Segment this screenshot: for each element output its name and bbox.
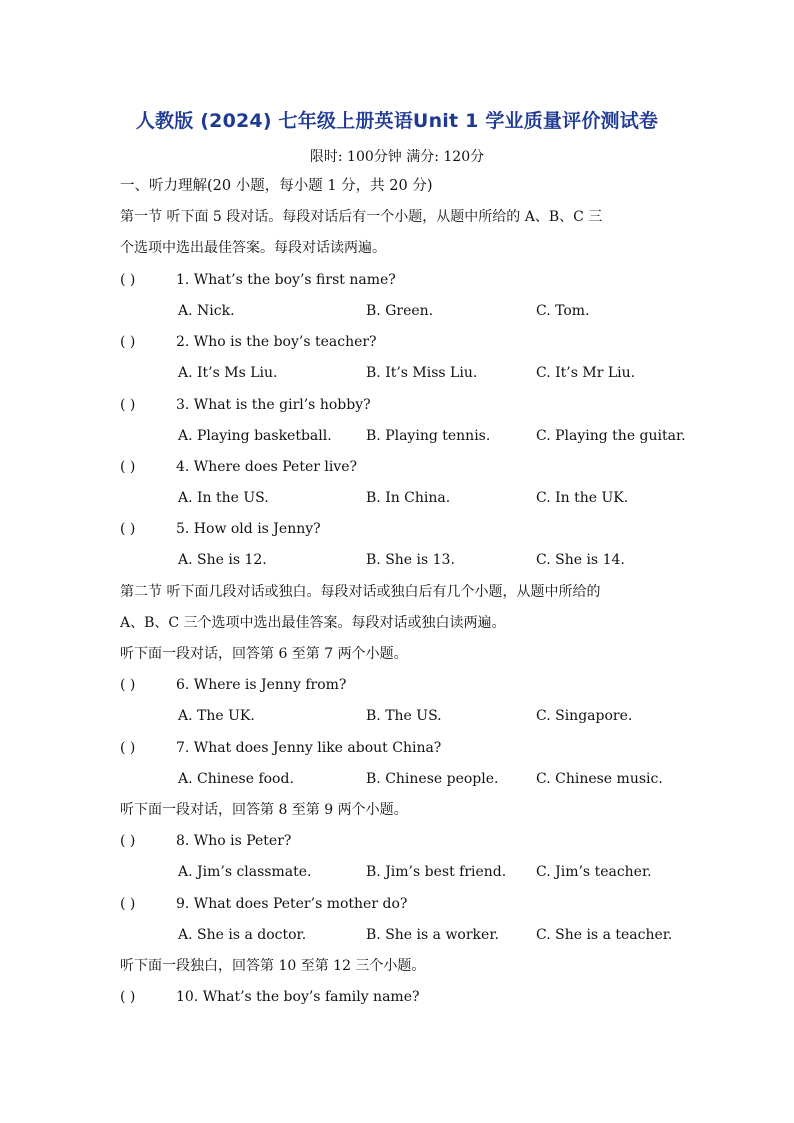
answer-blank[interactable]: ( ) (120, 521, 136, 537)
option-c: C. It’s Mr Liu. (536, 365, 636, 381)
question-10 (120, 987, 420, 1007)
answer-blank[interactable]: ( ) (120, 896, 136, 912)
question-stem: 7. What does Jenny like about China? (176, 740, 442, 756)
option-a: A. Playing basketball. (178, 428, 332, 444)
option-c: C. Chinese music. (536, 771, 663, 787)
option-a: A. In the US. (178, 490, 269, 506)
question-7 (120, 738, 441, 758)
instruction-q10-12: 听下面一段独白，回答第 10 至第 12 三个小题。 (120, 958, 426, 974)
exam-time-score: 限时: 100分钟 满分: 120分 (309, 149, 485, 165)
question-5 (120, 519, 321, 539)
option-c: C. Tom. (536, 303, 590, 319)
question-stem: 3. What is the girl’s hobby? (176, 397, 371, 413)
option-a: A. Jim’s classmate. (178, 864, 312, 880)
answer-blank[interactable]: ( ) (120, 459, 136, 475)
option-c: C. She is a teacher. (536, 927, 673, 943)
question-stem: 8. Who is Peter? (176, 833, 292, 849)
question-3 (120, 395, 371, 415)
question-6 (120, 675, 346, 695)
option-b: B. She is 13. (366, 552, 455, 568)
question-stem: 4. Where does Peter live? (176, 459, 358, 475)
question-stem: 2. Who is the boy’s teacher? (176, 334, 377, 350)
answer-blank[interactable]: ( ) (120, 397, 136, 413)
question-1 (120, 270, 396, 290)
question-stem: 10. What’s the boy’s family name? (176, 989, 420, 1005)
option-c: C. In the UK. (536, 490, 629, 506)
option-c: C. She is 14. (536, 552, 625, 568)
option-b: B. Playing tennis. (366, 428, 491, 444)
option-a: A. She is 12. (178, 552, 267, 568)
option-b: B. She is a worker. (366, 927, 499, 943)
page-title: 人教版 (2024) 七年级上册英语Unit 1 学业质量评价测试卷 (135, 110, 659, 132)
question-stem: 9. What does Peter’s mother do? (176, 896, 408, 912)
option-b: B. In China. (366, 490, 451, 506)
instruction-q6-7: 听下面一段对话，回答第 6 至第 7 两个小题。 (120, 646, 408, 662)
section1-instruction-line2: 个选项中选出最佳答案。每段对话读两遍。 (120, 240, 386, 256)
option-b: B. Chinese people. (366, 771, 499, 787)
section2-instruction-line1: 第二节 听下面几段对话或独白。每段对话或独白后有几个小题，从题中所给的 (120, 584, 601, 600)
answer-blank[interactable]: ( ) (120, 740, 136, 756)
section1-instruction-line1: 第一节 听下面 5 段对话。每段对话后有一个小题，从题中所给的 A、B、C 三 (120, 209, 603, 225)
option-a: A. Nick. (178, 303, 235, 319)
question-8 (120, 831, 291, 851)
option-b: B. Jim’s best friend. (366, 864, 507, 880)
part1-heading: 一、听力理解(20 小题，每小题 1 分，共 20 分) (120, 178, 433, 194)
option-b: B. It’s Miss Liu. (366, 365, 478, 381)
instruction-q8-9: 听下面一段对话，回答第 8 至第 9 两个小题。 (120, 802, 408, 818)
answer-blank[interactable]: ( ) (120, 334, 136, 350)
option-c: C. Singapore. (536, 708, 633, 724)
question-2 (120, 332, 377, 352)
answer-blank[interactable]: ( ) (120, 272, 136, 288)
option-a: A. Chinese food. (178, 771, 294, 787)
option-b: B. The US. (366, 708, 442, 724)
option-b: B. Green. (366, 303, 434, 319)
question-4 (120, 457, 357, 477)
answer-blank[interactable]: ( ) (120, 677, 136, 693)
section2-instruction-line2: A、B、C 三个选项中选出最佳答案。每段对话或独白读两遍。 (120, 615, 506, 631)
question-stem: 5. How old is Jenny? (176, 521, 321, 537)
option-a: A. The UK. (178, 708, 255, 724)
question-stem: 6. Where is Jenny from? (176, 677, 347, 693)
option-a: A. It’s Ms Liu. (178, 365, 278, 381)
answer-blank[interactable]: ( ) (120, 989, 136, 1005)
question-stem: 1. What’s the boy’s first name? (176, 272, 396, 288)
option-a: A. She is a doctor. (178, 927, 307, 943)
option-c: C. Jim’s teacher. (536, 864, 652, 880)
option-c: C. Playing the guitar. (536, 428, 686, 444)
answer-blank[interactable]: ( ) (120, 833, 136, 849)
question-9 (120, 894, 407, 914)
